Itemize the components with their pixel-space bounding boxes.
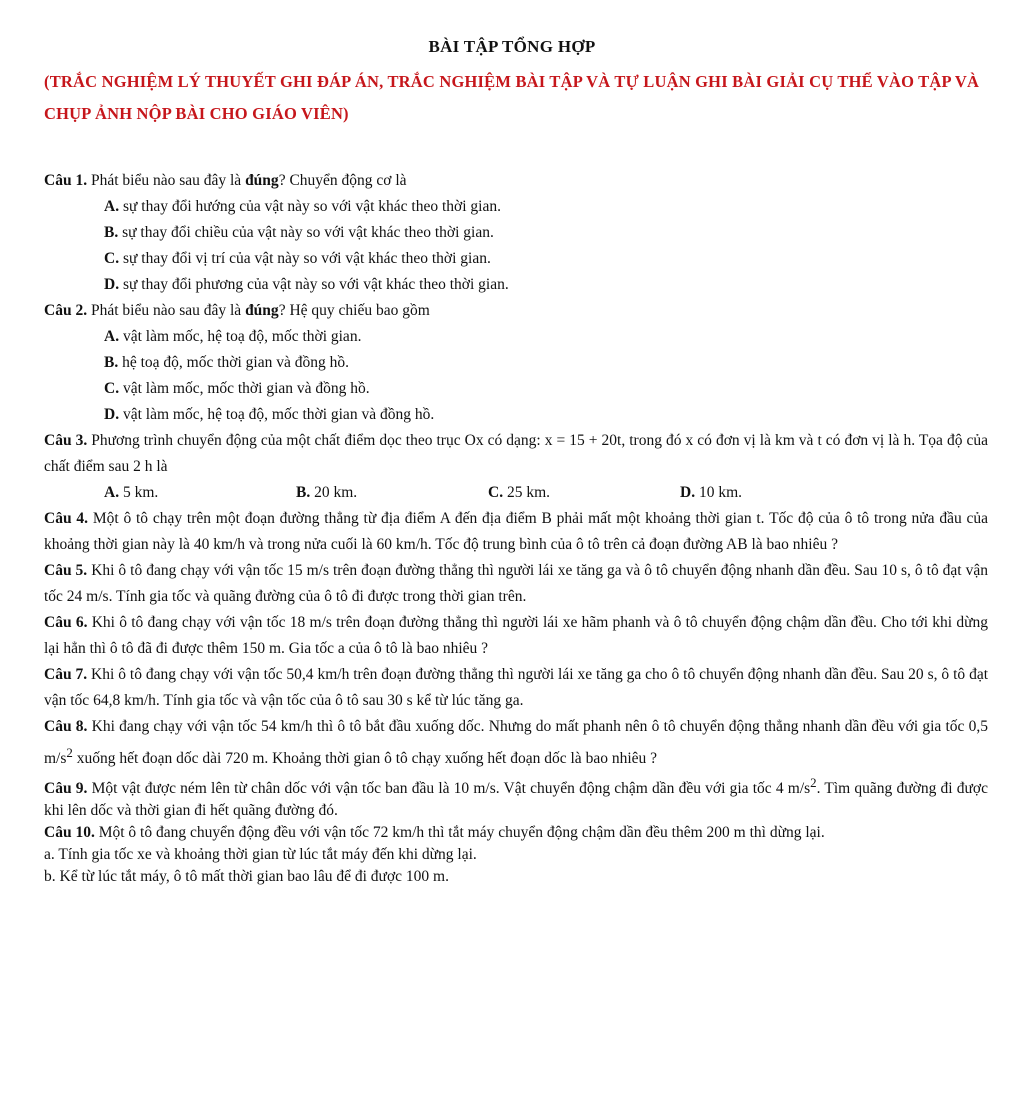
question-10 (44, 822, 988, 844)
question-5 (44, 558, 988, 610)
exponent: 2 (66, 745, 73, 760)
question-label: Câu 2. (44, 302, 88, 319)
option-letter: B. (104, 354, 119, 371)
option-a (104, 480, 296, 506)
question-label: Câu 1. (44, 172, 88, 189)
option-a (104, 194, 988, 220)
question-3-options (44, 480, 988, 506)
option-text: 10 km. (698, 484, 743, 501)
option-d (104, 272, 988, 298)
option-text: hệ toạ độ, mốc thời gian và đồng hồ. (122, 354, 349, 371)
option-text: sự thay đổi vị trí của vật này so với vật khác theo thời gian. (122, 250, 491, 267)
option-text: 20 km. (314, 484, 358, 501)
question-text: Một vật được ném lên từ chân dốc với vận tốc ban đầu là 10 m/s. Vật chuyển động chậm dần đều với gia tốc 4 m/s (91, 780, 811, 798)
question-text: Một ô tô đang chuyển động đều với vận tốc 72 km/h thì tắt máy chuyển động chậm dần đều thêm 200 m thì dừng lại. (98, 824, 825, 842)
question-8 (44, 714, 988, 772)
option-c (104, 246, 988, 272)
option-text: vật làm mốc, hệ toạ độ, mốc thời gian và đồng hồ. (122, 406, 435, 423)
option-text: sự thay đổi hướng của vật này so với vật khác theo thời gian. (122, 198, 501, 215)
question-text: Phát biểu nào sau đây là (90, 172, 242, 189)
exponent: 2 (810, 775, 817, 791)
question-label: Câu 9. (44, 780, 88, 798)
question-4 (44, 506, 988, 558)
question-6 (44, 610, 988, 662)
question-label: Câu 10. (44, 824, 95, 842)
question-label: Câu 8. (44, 718, 88, 735)
option-letter: C. (104, 380, 120, 397)
option-a (104, 324, 988, 350)
question-text-tail: ? Chuyển động cơ là (278, 172, 407, 189)
question-2-options (44, 324, 988, 428)
questions-body (44, 168, 988, 888)
question-7 (44, 662, 988, 714)
question-text: Phát biểu nào sau đây là (90, 302, 242, 319)
question-emphasis: đúng (245, 302, 279, 319)
option-letter: D. (680, 484, 696, 501)
question-1-options (44, 194, 988, 298)
option-letter: A. (104, 198, 120, 215)
question-3 (44, 428, 988, 480)
question-9 (44, 772, 988, 822)
instructions-subtitle: (TRẮC NGHIỆM LÝ THUYẾT GHI ĐÁP ÁN, TRẮC NGHIỆM BÀI TẬP VÀ TỰ LUẬN GHI BÀI GIẢI CỤ THỂ VÀO TẬP VÀ CHỤP ẢNH NỘP BÀI CHO GIÁO VIÊN) (44, 72, 980, 123)
option-text: sự thay đổi phương của vật này so với vật khác theo thời gian. (122, 276, 509, 293)
option-b (104, 350, 988, 376)
question-text-tail: ? Hệ quy chiếu bao gồm (278, 302, 430, 319)
question-text: Một ô tô chạy trên một đoạn đường thẳng từ địa điểm A đến địa điểm B phải mất một khoảng thời gian t. Tốc độ của ô tô trong nửa đầu của khoảng thời gian này là 40 km/h và trong nửa cuối là 60 km/h. Tốc độ trung bình của ô tô trên cả đoạn đường AB là bao nhiêu ? (44, 510, 989, 553)
option-c (488, 480, 680, 506)
option-text: 5 km. (122, 484, 159, 501)
question-10-part-b: b. Kể từ lúc tắt máy, ô tô mất thời gian bao lâu để đi được 100 m. (44, 868, 449, 886)
option-text: sự thay đổi chiều của vật này so với vật khác theo thời gian. (122, 224, 494, 241)
question-label: Câu 7. (44, 666, 88, 683)
question-1 (44, 168, 988, 194)
question-emphasis: đúng (245, 172, 279, 189)
question-10-part-a: a. Tính gia tốc xe và khoảng thời gian từ lúc tắt máy đến khi dừng lại. (44, 846, 477, 864)
question-text-tail: . Tìm quãng đường đi được khi lên dốc và thời gian đi hết quãng đường đó. (44, 780, 988, 820)
question-text: Khi ô tô đang chạy với vận tốc 50,4 km/h trên đoạn đường thẳng thì người lái xe tăng ga cho ô tô chuyển động nhanh dần đều. Sau 20 s, ô tô đạt vận tốc 64,8 km/h. Tính gia tốc và vận tốc của ô tô sau 30 s kể từ lúc tăng ga. (44, 666, 988, 709)
option-d (680, 480, 872, 506)
question-text: Phương trình chuyển động của một chất điểm dọc theo trục Ox có dạng: x = 15 + 20t, trong đó x có đơn vị là km và t có đơn vị là h. Tọa độ của chất điểm sau 2 h là (44, 432, 988, 475)
option-text: vật làm mốc, mốc thời gian và đồng hồ. (122, 380, 370, 397)
question-text: Khi đang chạy với vận tốc 54 km/h thì ô tô bắt đầu xuống dốc. Nhưng do mất phanh nên ô tô chuyển động thẳng nhanh dần đều với gia tốc 0,5 m/s (44, 718, 989, 768)
option-letter: D. (104, 276, 120, 293)
question-label: Câu 3. (44, 432, 88, 449)
question-text-tail: xuống hết đoạn dốc dài 720 m. Khoảng thời gian ô tô chạy xuống hết đoạn dốc là bao nhiêu ? (72, 750, 658, 768)
option-letter: D. (104, 406, 120, 423)
question-text: Khi ô tô đang chạy với vận tốc 15 m/s trên đoạn đường thẳng thì người lái xe tăng ga và ô tô chuyển động nhanh dần đều. Sau 10 s, ô tô đạt vận tốc 24 m/s. Tính gia tốc và quãng đường của ô tô đi được trong thời gian trên. (44, 562, 988, 605)
option-letter: B. (104, 224, 119, 241)
option-letter: B. (296, 484, 311, 501)
option-c (104, 376, 988, 402)
option-letter: C. (104, 250, 120, 267)
question-label: Câu 5. (44, 562, 88, 579)
option-letter: A. (104, 484, 120, 501)
option-d (104, 402, 988, 428)
question-text: Khi ô tô đang chạy với vận tốc 18 m/s trên đoạn đường thẳng thì người lái xe hãm phanh và ô tô chuyển động chậm dần đều. Cho tới khi dừng lại hẳn thì ô tô đã đi được thêm 150 m. Gia tốc a của ô tô là bao nhiêu ? (44, 614, 989, 657)
question-2 (44, 298, 988, 324)
question-label: Câu 6. (44, 614, 88, 631)
option-b (104, 220, 988, 246)
option-text: 25 km. (506, 484, 551, 501)
option-b (296, 480, 488, 506)
option-letter: C. (488, 484, 504, 501)
option-letter: A. (104, 328, 120, 345)
question-label: Câu 4. (44, 510, 88, 527)
page-title: BÀI TẬP TỔNG HỢP (428, 37, 596, 56)
option-text: vật làm mốc, hệ toạ độ, mốc thời gian. (122, 328, 362, 345)
